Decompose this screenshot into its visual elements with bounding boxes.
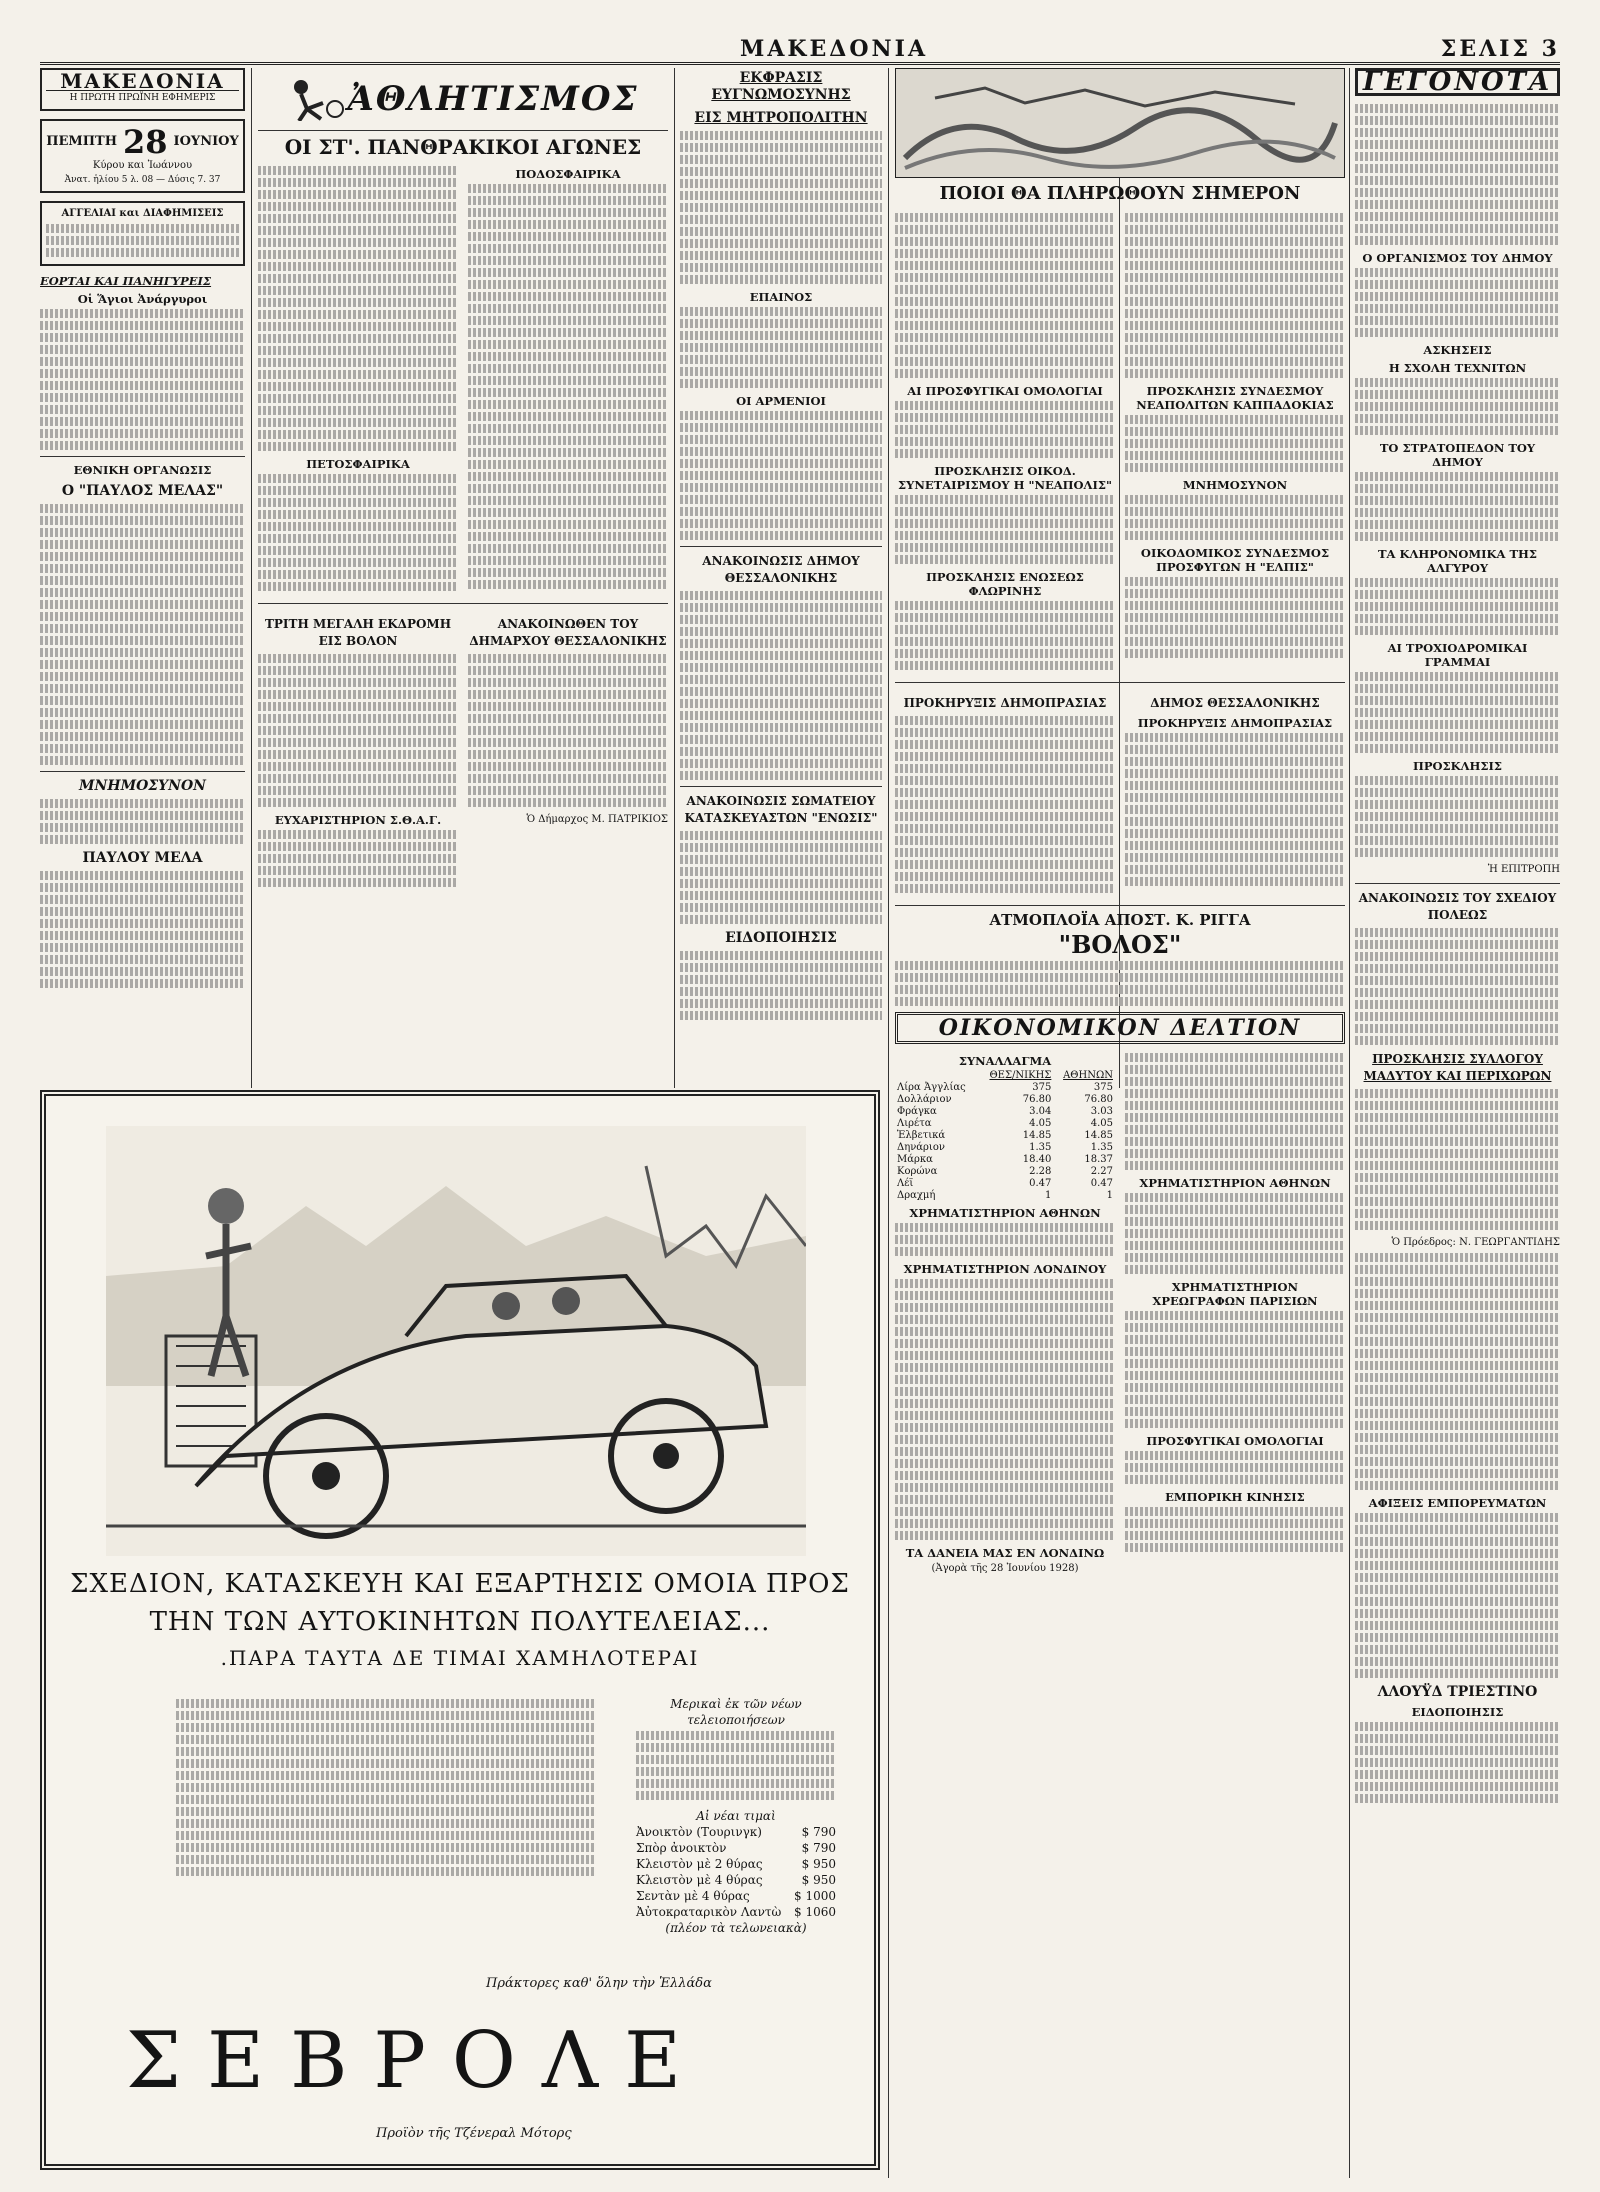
article-text [40, 871, 245, 988]
price-model: Κλειστὸν μὲ 4 θύρας [636, 1873, 763, 1887]
commerce-title: ΕΜΠΟΡΙΚΗ ΚΙΝΗΣΙΣ [1165, 1490, 1305, 1504]
fx-currency: Φράγκα [897, 1106, 937, 1117]
sports-banner [258, 68, 668, 131]
column-rule [888, 68, 889, 2178]
chevrolet-brand: ΣΕΒΡΟΛΕ [126, 2016, 708, 2106]
fx-rate: 0.47 [1090, 1178, 1113, 1189]
auction-1-title: ΠΡΟΚΗΡΥΞΙΣ ΔΗΜΟΠΡΑΣΙΑΣ [903, 696, 1107, 710]
nameplate: ΜΑΚΕΔΟΝΙΑ [60, 69, 225, 93]
committee-signature: Ἡ ΕΠΙΤΡΟΠΗ [1487, 864, 1560, 875]
fx-row [895, 1166, 1115, 1178]
masthead [40, 36, 1560, 65]
lloyd-subtitle: ΕΙΔΟΠΟΙΗΣΙΣ [1411, 1705, 1504, 1719]
org-title: ΕΘΝΙΚΗ ΟΡΓΑΝΩΣΙΣ [73, 463, 212, 477]
madytos-title: ΠΡΟΣΚΛΗΣΙΣ ΣΥΛΛΟΓΟΥ ΜΑΔΥΤΟΥ ΚΑΙ ΠΕΡΙΧΩΡΩΝ [1363, 1052, 1552, 1083]
price-row [636, 1856, 836, 1872]
column-rule [251, 68, 252, 1088]
fx-rate: 3.03 [1090, 1106, 1113, 1117]
inheritance-title: ΤΑ ΚΛΗΡΟΝΟΜΙΚΑ ΤΗΣ ΑΛΓΥΡΟΥ [1377, 547, 1538, 575]
housing-title: ΠΡΟΣΚΛΗΣΙΣ ΟΙΚΟΔ. ΣΥΝΕΤΑΙΡΙΣΜΟΥ Η "ΝΕΑΠΟΛΙΣ" [898, 464, 1112, 492]
price-value: $ 790 [801, 1825, 836, 1839]
fx-rate: 375 [1093, 1082, 1113, 1093]
fx-rate: 14.85 [1084, 1130, 1113, 1141]
sports-banner-title: ἈΘΛΗΤΙΣΜΟΣ [347, 79, 639, 119]
ad-body-text [176, 1696, 596, 1879]
fx-currency: Δηνάριον [897, 1142, 945, 1153]
municipality-announcement-title: ΑΝΑΚΟΙΝΩΣΙΣ ΔΗΜΟΥ ΘΕΣΣΑΛΟΝΙΚΗΣ [702, 554, 860, 585]
fx-row [895, 1106, 1115, 1118]
fx-row [895, 1130, 1115, 1142]
fx-currency: Λίρα Ἀγγλίας [897, 1082, 966, 1093]
florina-title: ΠΡΟΣΚΛΗΣΙΣ ΕΝΩΣΕΩΣ ΦΛΩΡΙΝΗΣ [926, 570, 1084, 598]
exercises-title: ΑΣΚΗΣΕΙΣ [1423, 343, 1492, 357]
loans-title: ΤΑ ΔΑΝΕΙΑ ΜΑΣ ΕΝ ΛΟΝΔΙΝΩ [905, 1546, 1105, 1560]
fx-rate: 76.80 [1022, 1094, 1052, 1105]
anargyroi-title: Οἱ Ἅγιοι Ἀνάργυροι [77, 292, 208, 306]
fx-rate: 1 [1045, 1190, 1052, 1201]
organization-title: Ο ΟΡΓΑΝΙΣΜΟΣ ΤΟΥ ΔΗΜΟΥ [1362, 251, 1553, 265]
column-rule [674, 68, 675, 1088]
price-model: Κλειστὸν μὲ 2 θύρας [636, 1857, 763, 1871]
fx-row [895, 1082, 1115, 1094]
column-6 [1355, 68, 1560, 2178]
page-number: ΣΕΛΙΣ 3 [1440, 36, 1560, 62]
column-1 [40, 68, 245, 1083]
london-exchange-title: ΧΡΗΜΑΤΙΣΤΗΡΙΟΝ ΛΟΝΔΙΝΟΥ [903, 1262, 1107, 1276]
sun-times: Ἀνατ. ἡλίου 5 λ. 08 — Δύσις 7. 37 [64, 175, 221, 185]
price-row [636, 1824, 836, 1840]
football-title: ΠΟΔΟΣΦΑΙΡΙΚΑ [515, 167, 621, 181]
payments-headline: ΠΟΙΟΙ ΘΑ ΠΛΗΡΩΘΟΥΝ ΣΗΜΕΡΟΝ [939, 183, 1301, 204]
fx-title: ΣΥΝΑΛΛΑΓΜΑ [958, 1054, 1052, 1068]
city-plan-title: ΑΝΑΚΟΙΝΩΣΙΣ ΤΟΥ ΣΧΕΔΙΟΥ ΠΟΛΕΩΣ [1358, 891, 1557, 922]
fx-row [895, 1094, 1115, 1106]
fx-rate: 0.47 [1029, 1178, 1052, 1189]
fx-currency: Κορώνα [897, 1166, 938, 1177]
ad-headline-3: .ΠΑΡΑ ΤΑΥΤΑ ΔΕ ΤΙΜΑΙ ΧΑΜΗΛΟΤΕΡΑΙ [220, 1646, 700, 1670]
loans-date: (Ἀγορὰ τῆς 28 Ἰουνίου 1928) [931, 1563, 1079, 1574]
school-title: Η ΣΧΟΛΗ ΤΕΧΝΙΤΩΝ [1388, 361, 1527, 375]
fx-block [895, 1050, 1115, 1576]
mayor-announcement-title: ΑΝΑΚΟΙΝΩΘΕΝ ΤΟΥ ΔΗΜΑΡΧΟΥ ΘΕΣΣΑΛΟΝΙΚΗΣ [469, 617, 667, 648]
fx-currency: Δολλάριον [897, 1094, 952, 1105]
nameplate-box [40, 68, 245, 111]
article-text [40, 799, 245, 844]
price-model: Ἀνοικτὸν (Τουρινγκ) [636, 1825, 762, 1839]
price-value: $ 1000 [794, 1889, 836, 1903]
athens-exchange-title: ΧΡΗΜΑΤΙΣΤΗΡΙΟΝ ΑΘΗΝΩΝ [909, 1206, 1101, 1220]
fx-rate: 1 [1106, 1190, 1113, 1201]
date-box [40, 119, 245, 193]
price-value: $ 950 [801, 1873, 836, 1887]
ad-headline-2: ΤΗΝ ΤΩΝ ΑΥΤΟΚΙΝΗΤΩΝ ΠΟΛΥΤΕΛΕΙΑΣ... [149, 1607, 771, 1637]
price-row [636, 1840, 836, 1856]
fx-row [895, 1178, 1115, 1190]
memorial-title: ΜΝΗΜΟΣΥΝΟΝ [79, 778, 206, 794]
gratitude-subtitle: ΕΙΣ ΜΗΤΡΟΠΟΛΙΤΗΝ [694, 110, 868, 126]
feasts-title: ΕΟΡΤΑΙ ΚΑΙ ΠΑΝΗΓΥΡΕΙΣ [40, 274, 212, 288]
column-3 [680, 68, 882, 1083]
prices-title: Αἱ νέαι τιμαὶ [696, 1809, 776, 1823]
ads-box-title: ΑΓΓΕΛΙΑΙ και ΔΙΑΦΗΜΙΣΕΙΣ [61, 208, 224, 219]
athens-exchange-2-title: ΧΡΗΜΑΤΙΣΤΗΡΙΟΝ ΑΘΗΝΩΝ [1139, 1176, 1331, 1190]
price-row [636, 1904, 836, 1920]
fx-rate: 1.35 [1090, 1142, 1113, 1153]
column-2 [258, 68, 668, 1083]
month: ΙΟΥΝΙΟΥ [173, 134, 239, 149]
fx-table [895, 1070, 1115, 1202]
thanks-title: ΕΥΧΑΡΙΣΤΗΡΙΟΝ Σ.Θ.Α.Γ. [274, 813, 442, 827]
chevrolet-brand-subtitle: Προϊὸν τῆς Τζένεραλ Μότορς [376, 2126, 572, 2141]
memorial-2-title: ΜΝΗΜΟΣΥΝΟΝ [1182, 478, 1288, 492]
nameplate-subtitle: Η ΠΡΩΤΗ ΠΡΩΪΝΗ ΕΦΗΜΕΡΙΣ [46, 90, 239, 105]
ads-box [40, 201, 245, 266]
president-signature: Ὁ Πρόεδρος: Ν. ΓΕΩΡΓΑΝΤΙΔΗΣ [1391, 1237, 1560, 1248]
shooting-title: ΠΕΤΟΣΦΑΙΡΙΚΑ [306, 457, 410, 471]
price-model: Σεντὰν μὲ 4 θύρας [636, 1889, 750, 1903]
fx-row [895, 1142, 1115, 1154]
elpis-title: ΟΙΚΟΔΟΜΙΚΟΣ ΣΥΝΔΕΣΜΟΣ ΠΡΟΣΦΥΓΩΝ Η "ΕΛΠΙΣ" [1140, 546, 1330, 574]
column-rule [1349, 68, 1350, 2178]
fx-currency: Δραχμή [897, 1190, 936, 1201]
finance-title: ΟΙΚΟΝΟΜΙΚΟΝ ΔΕΛΤΙΟΝ [895, 1012, 1345, 1044]
lloyd-title: ΛΛΟΥΫΔ ΤΡΙΕΣΤΙΝΟ [1377, 1684, 1538, 1700]
masthead-paper: ΜΑΚΕΔΟΝΙΑ [740, 36, 929, 62]
steamer-name: "ΒΟΛΟΣ" [1058, 930, 1182, 959]
features-title: Μερικαὶ ἐκ τῶν νέων τελειοποιήσεων [670, 1697, 802, 1727]
fx-rate: 14.85 [1022, 1130, 1052, 1141]
events-banner: ΓΕΓΟΝΟΤΑ [1355, 68, 1560, 96]
fx-rate: 2.27 [1090, 1166, 1113, 1177]
ad-headline-1: ΣΧΕΔΙΟΝ, ΚΑΤΑΣΚΕΥΗ ΚΑΙ ΕΞΑΡΤΗΣΙΣ ΟΜΟΙΑ ΠΡΟΣ [70, 1569, 850, 1599]
price-row [636, 1872, 836, 1888]
columns-4-5 [895, 68, 1345, 2178]
price-model: Σπὸρ ἀνοικτὸν [636, 1841, 727, 1855]
article-text [40, 504, 245, 765]
weekday: ΠΕΜΠΤΗ [46, 134, 117, 149]
price-model: Ἀὐτοκραταρικὸν Λαντὼ [636, 1905, 782, 1919]
athlete-icon [287, 77, 347, 121]
notices-title: ΕΙΔΟΠΟΙΗΣΙΣ [725, 930, 837, 946]
fx-rate: 1.35 [1029, 1142, 1052, 1153]
fx-rate: 375 [1032, 1082, 1052, 1093]
memorial-name: ΠΑΥΛΟΥ ΜΕΛΑ [82, 850, 203, 866]
paris-exchange-title: ΧΡΗΜΑΤΙΣΤΗΡΙΟΝ ΧΡΕΩΓΡΑΦΩΝ ΠΑΡΙΣΙΩΝ [1152, 1280, 1318, 1308]
gratitude-title: ΕΚΦΡΑΣΙΣ ΕΥΓΝΩΜΟΣΥΝΗΣ [711, 70, 851, 103]
fx-row [895, 1154, 1115, 1166]
mayor-signature: Ὁ Δήμαρχος Μ. ΠΑΤΡΙΚΙΟΣ [526, 814, 668, 825]
praise-title: ΕΠΑΙΝΟΣ [749, 290, 813, 304]
car-illustration [106, 1126, 806, 1556]
invitations-title: ΠΡΟΣΚΛΗΣΙΣ [1412, 759, 1503, 773]
fx-currency: Λέϊ [897, 1178, 914, 1189]
fx-rate: 2.28 [1029, 1166, 1052, 1177]
fx-rate: 3.04 [1029, 1106, 1052, 1117]
fx-row [895, 1118, 1115, 1130]
chevrolet-advertisement [40, 1090, 880, 2170]
org-name: Ο "ΠΑΥΛΟΣ ΜΕΛΑΣ" [61, 483, 224, 499]
auction-2-title: ΠΡΟΚΗΡΥΞΙΣ ΔΗΜΟΠΡΑΣΙΑΣ [1137, 716, 1333, 730]
ad-agent: Πράκτορες καθ' ὅλην τὴν Ἑλλάδα [486, 1976, 712, 1991]
fx-head-athens: ΑΘΗΝΩΝ [1063, 1070, 1113, 1081]
fx-rate: 4.05 [1029, 1118, 1052, 1129]
steamer-title: ΑΤΜΟΠΛΟΪΑ ΑΠΟΣΤ. Κ. ΡΙΓΓΑ [989, 911, 1251, 929]
fx-currency: Λιρέτα [897, 1118, 932, 1129]
day-number: 28 [123, 123, 168, 161]
municipality-title: ΔΗΜΟΣ ΘΕΣΣΑΛΟΝΙΚΗΣ [1150, 696, 1320, 710]
price-row [636, 1888, 836, 1904]
sports-headline: ΟΙ ΣΤ'. ΠΑΝΘΡΑΚΙΚΟΙ ΑΓΩΝΕΣ [284, 135, 642, 159]
ad-prices [636, 1696, 836, 1936]
crowd-illustration [895, 68, 1345, 178]
saints-day: Κύρου και Ἰωάννου [92, 160, 193, 171]
fx-rate: 4.05 [1090, 1118, 1113, 1129]
sports-left [258, 163, 458, 597]
sports-right [468, 163, 668, 597]
trip-title: ΤΡΙΤΗ ΜΕΓΑΛΗ ΕΚΔΡΟΜΗ ΕΙΣ ΒΟΛΟΝ [264, 617, 452, 648]
fx-currency: Ἑλβετικά [897, 1130, 946, 1141]
armenians-title: ΟΙ ΑΡΜΕΝΙΟΙ [736, 394, 826, 408]
price-value: $ 790 [801, 1841, 836, 1855]
arrivals-title: ΑΦΙΞΕΙΣ ΕΜΠΟΡΕΥΜΑΤΩΝ [1368, 1496, 1547, 1510]
fx-rate: 18.37 [1084, 1154, 1113, 1165]
price-value: $ 950 [801, 1857, 836, 1871]
fx-rate: 76.80 [1084, 1094, 1113, 1105]
trolley-title: ΑΙ ΤΡΟΧΙΟΔΡΟΜΙΚΑΙ ΓΡΑΜΜΑΙ [1387, 641, 1528, 669]
association-title: ΑΝΑΚΟΙΝΩΣΙΣ ΣΩΜΑΤΕΙΟΥ ΚΑΤΑΣΚΕΥΑΣΤΩΝ "ΕΝΩΣΙΣ" [684, 794, 878, 825]
article-text [40, 309, 245, 450]
price-value: $ 1060 [794, 1905, 836, 1919]
fx-row [895, 1190, 1115, 1202]
bonds-title: ΑΙ ΠΡΟΣΦΥΓΙΚΑΙ ΟΜΟΛΟΓΙΑΙ [907, 384, 1103, 398]
fx-currency: Μάρκα [897, 1154, 933, 1165]
refugee-bonds-title: ΠΡΟΣΦΥΓΙΚΑΙ ΟΜΟΛΟΓΙΑΙ [1146, 1434, 1324, 1448]
prices-note: (πλέον τὰ τελωνειακὰ) [665, 1921, 807, 1935]
stratopedo-title: ΤΟ ΣΤΡΑΤΟΠΕΔΟΝ ΤΟΥ ΔΗΜΟΥ [1379, 441, 1536, 469]
fx-head-thessaloniki: ΘΕΣ/ΝΙΚΗΣ [989, 1070, 1052, 1081]
kappadokia-title: ΠΡΟΣΚΛΗΣΙΣ ΣΥΝΔΕΣΜΟΥ ΝΕΑΠΟΛΙΤΩΝ ΚΑΠΠΑΔΟΚΙΑΣ [1136, 384, 1334, 412]
fx-rate: 18.40 [1022, 1154, 1052, 1165]
